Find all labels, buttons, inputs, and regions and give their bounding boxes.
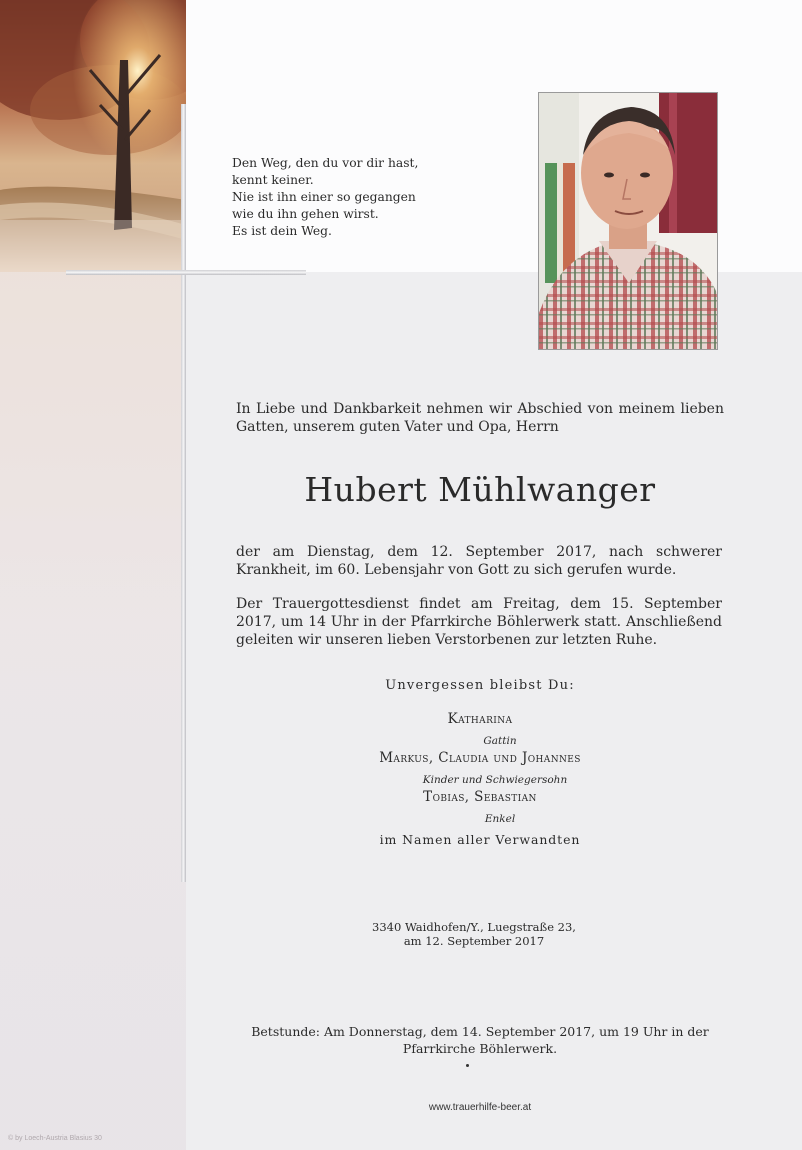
mourner-name: Katharina: [447, 711, 513, 727]
prayer-hour-location: Pfarrkirche Böhlerwerk.: [402, 1041, 558, 1056]
left-panel-soft-light: [0, 272, 186, 1150]
cross-horizontal-beam: [66, 270, 306, 275]
prayer-hour-line: Betstunde: Am Donnerstag, dem 14. September 2017, um 19 Uhr in der: [251, 1024, 709, 1039]
separator-dot: [466, 1064, 469, 1067]
poem-line: Es ist dein Weg.: [232, 224, 332, 238]
mourner-role: Gattin: [483, 735, 517, 747]
cross-vertical-beam: [181, 104, 186, 882]
address-date: am 12. September 2017: [403, 934, 545, 948]
website-url[interactable]: www.trauerhilfe-beer.at: [428, 1102, 532, 1113]
mourner-name: Markus, Claudia und Johannes: [379, 750, 581, 766]
funeral-service-text: Der Trauergottesdienst findet am Freitag, dem 15. September 2017, um 14 Uhr in der Pfarrkirche Böhlerwerk statt. Anschließend geleiten wir unseren lieben Verstorbenen zur letzten Ruhe.: [236, 596, 722, 648]
portrait-photo: [538, 92, 718, 350]
mourners-closing: im Namen aller Verwandten: [379, 832, 581, 847]
poem-line: Nie ist ihn einer so gegangen: [232, 190, 416, 204]
intro-text: In Liebe und Dankbarkeit nehmen wir Abschied von meinem lieben Gatten, unserem guten Vater und Opa, Herrn: [236, 401, 724, 435]
mourner-role: Enkel: [484, 813, 516, 825]
autumn-tree-photo: [0, 0, 186, 272]
poem: [232, 155, 492, 240]
mourners-heading: Unvergessen bleibst Du:: [385, 678, 575, 693]
poem-line: kennt keiner.: [232, 173, 314, 187]
mourner-name: Tobias, Sebastian: [423, 789, 537, 805]
death-notice-text: der am Dienstag, dem 12. September 2017, nach schwerer Krankheit, im 60. Lebensjahr von Gott zu sich gerufen wurde.: [236, 544, 722, 578]
poem-line: wie du ihn gehen wirst.: [232, 207, 379, 221]
address-line: 3340 Waidhofen/Y., Luegstraße 23,: [372, 920, 576, 934]
mourner-role: Kinder und Schwiegersohn: [422, 774, 568, 786]
poem-line: Den Weg, den du vor dir hast,: [232, 156, 419, 170]
copyright-notice: © by Loech-Austria Blasius 30: [8, 1135, 102, 1142]
deceased-name: Hubert Mühlwanger: [304, 470, 656, 509]
